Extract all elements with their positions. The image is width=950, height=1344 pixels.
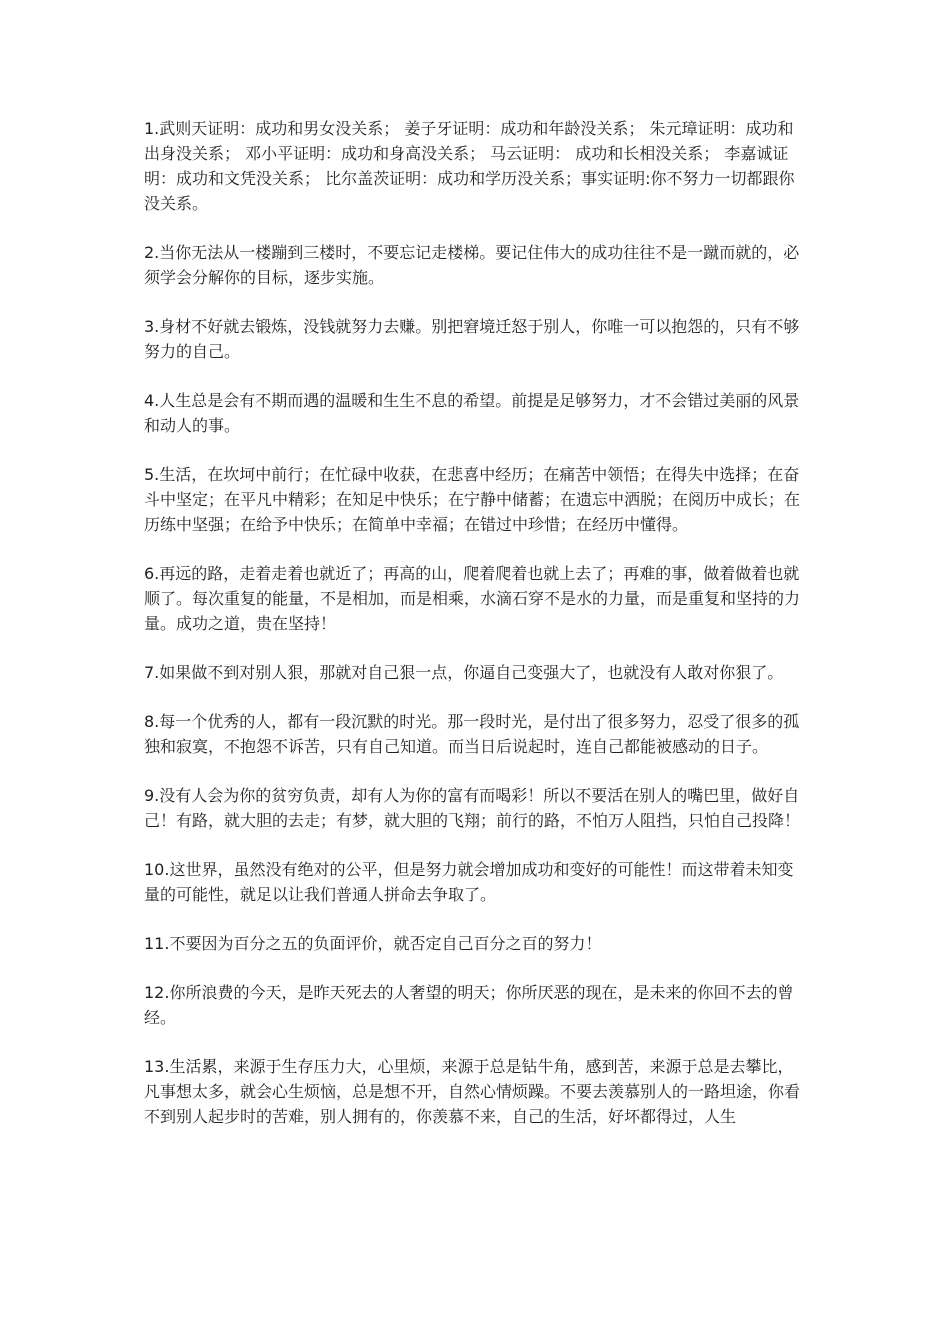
- quote-paragraph-10: 10.这世界，虽然没有绝对的公平，但是努力就会增加成功和变好的可能性！而这带着未知变量的可能性，就足以让我们普通人拼命去争取了。: [144, 860, 794, 904]
- quote-paragraph-13: 13.生活累，来源于生存压力大，心里烦，来源于总是钻牛角，感到苦，来源于总是去攀比，凡事想太多，就会心生烦恼，总是想不开，自然心情烦躁。不要去羡慕别人的一路坦途，你看不到别人起步时的苦难，别人拥有的，你羡慕不来，自己的生活，好坏都得过，人生: [144, 1057, 801, 1126]
- document-body: [144, 116, 808, 1153]
- quote-paragraph-3: 3.身材不好就去锻炼，没钱就努力去赚。别把窘境迁怒于别人，你唯一可以抱怨的，只有不够努力的自己。: [144, 317, 800, 361]
- quote-paragraph-6: 6.再远的路，走着走着也就近了；再高的山，爬着爬着也就上去了；再难的事，做着做着也就顺了。每次重复的能量，不是相加，而是相乘，水滴石穿不是水的力量，而是重复和坚持的力量。成功之道，贵在坚持！: [144, 564, 801, 633]
- quote-paragraph-7: 7.如果做不到对别人狠，那就对自己狠一点，你逼自己变强大了，也就没有人敢对你狠了。: [144, 663, 784, 682]
- quote-paragraph-1: 1.武则天证明：成功和男女没关系； 姜子牙证明：成功和年龄没关系； 朱元璋证明：成功和出身没关系； 邓小平证明：成功和身高没关系； 马云证明： 成功和长相没关系； 李嘉诚证明：成功和文凭没关系； 比尔盖茨证明：成功和学历没关系；事实证明:你不努力一切都跟你没关系。: [144, 119, 795, 213]
- quote-paragraph-12: 12.你所浪费的今天，是昨天死去的人奢望的明天；你所厌恶的现在，是未来的你回不去的曾经。: [144, 983, 794, 1027]
- quote-paragraph-4: 4.人生总是会有不期而遇的温暖和生生不息的希望。前提是足够努力，才不会错过美丽的风景和动人的事。: [144, 391, 800, 435]
- quote-paragraph-5: 5.生活，在坎坷中前行；在忙碌中收获，在悲喜中经历；在痛苦中领悟；在得失中选择；在奋斗中坚定；在平凡中精彩；在知足中快乐；在宁静中储蓄；在遗忘中洒脱；在阅历中成长；在历练中坚强；在给予中快乐；在简单中幸福；在错过中珍惜；在经历中懂得。: [144, 465, 801, 534]
- quote-paragraph-2: 2.当你无法从一楼蹦到三楼时，不要忘记走楼梯。要记住伟大的成功往往不是一蹴而就的，必须学会分解你的目标，逐步实施。: [144, 243, 800, 287]
- quote-paragraph-9: 9.没有人会为你的贫穷负责，却有人为你的富有而喝彩！所以不要活在别人的嘴巴里，做好自己！有路，就大胆的去走；有梦，就大胆的飞翔；前行的路，不怕万人阻挡，只怕自己投降！: [144, 786, 801, 830]
- quote-paragraph-11: 11.不要因为百分之五的负面评价，就否定自己百分之百的努力！: [144, 934, 602, 953]
- quote-paragraph-8: 8.每一个优秀的人，都有一段沉默的时光。那一段时光，是付出了很多努力，忍受了很多的孤独和寂寞，不抱怨不诉苦，只有自己知道。而当日后说起时，连自己都能被感动的日子。: [144, 712, 800, 756]
